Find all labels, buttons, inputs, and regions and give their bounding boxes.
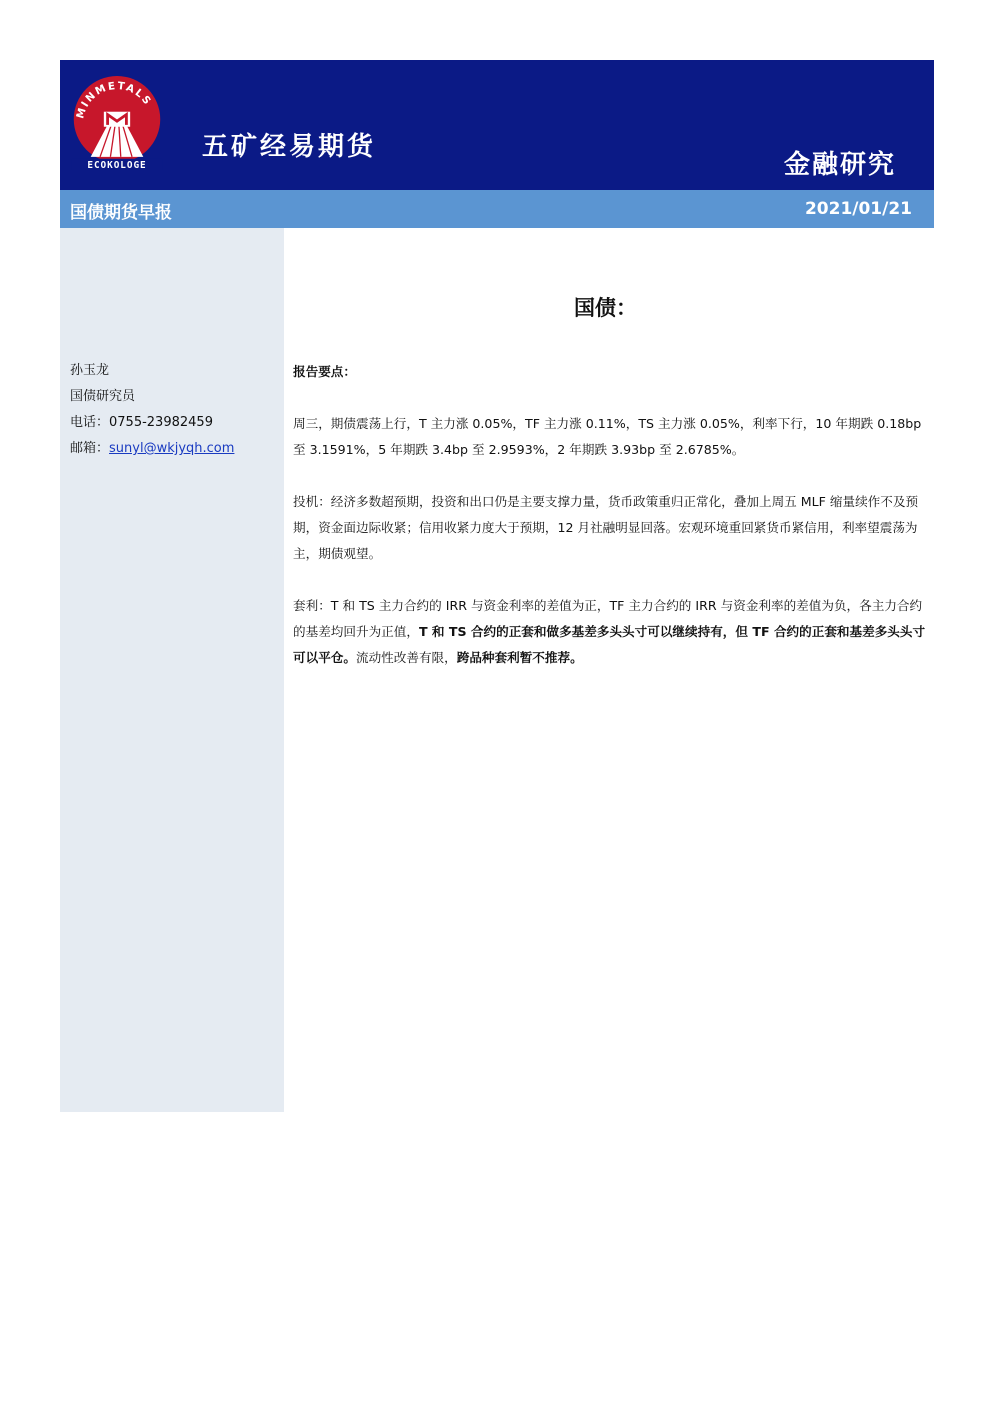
arbitrage-bold-2: 跨品种套利暂不推荐。 — [456, 650, 583, 665]
logo-bottom-text: ECOKOLOGE — [87, 160, 147, 170]
arbitrage-text-2: 流动性改善有限， — [355, 650, 457, 665]
author-info — [70, 358, 234, 462]
author-title: 国债研究员 — [70, 389, 136, 404]
author-phone — [70, 410, 234, 436]
author-sidebar — [60, 228, 284, 1112]
email-label: 邮箱： — [70, 441, 110, 456]
author-email — [70, 436, 234, 462]
report-body — [293, 359, 927, 697]
report-header — [60, 60, 934, 190]
arbitrage-text-1: 套利：T 和 TS 主力合约的 IRR 与资金利率的差值为正，TF 主力合约的 IRR 与资金利率的差值为负，各主力合约的基差均回升为正值， — [293, 598, 923, 639]
report-subheader — [60, 190, 934, 228]
market-summary-paragraph: 周三，期债震荡上行，T 主力涨 0.05%，TF 主力涨 0.11%，TS 主力涨 0.05%，利率下行，10 年期跌 0.18bp 至 3.1591%，5 年期跌 3.4bp 至 2.9593%，2 年期跌 3.93bp 至 2.6785%。 — [293, 416, 922, 457]
phone-label: 电话： — [70, 415, 110, 430]
report-date: 2021/01/21 — [804, 199, 912, 219]
arbitrage-bold-1: T 和 TS 合约的正套和做多基差多头头寸可以继续持有，但 TF 合约的正套和基差多头头寸可以平仓。 — [293, 624, 926, 665]
email-link[interactable]: sunyl@wkjyqh.com — [109, 441, 235, 456]
report-type: 国债期货早报 — [70, 203, 172, 223]
key-points-heading: 报告要点： — [293, 364, 356, 379]
arbitrage-paragraph — [293, 593, 927, 671]
author-name: 孙玉龙 — [70, 363, 110, 378]
company-name: 五矿经易期货 — [202, 132, 377, 162]
section-title: 金融研究 — [783, 150, 896, 180]
speculation-paragraph: 投机：经济多数超预期，投资和出口仍是主要支撑力量，货币政策重归正常化，叠加上周五 MLF 缩量续作不及预期，资金面边际收紧；信用收紧力度大于预期，12 月社融明显回落。宏观环境重回紧货币紧信用，利率望震荡为主，期债观望。 — [293, 494, 919, 561]
minmetals-logo — [70, 76, 164, 170]
phone-number: 0755-23982459 — [109, 415, 213, 430]
report-title: 国债： — [574, 296, 637, 320]
svg-text:MINMETALS: MINMETALS — [74, 79, 155, 121]
